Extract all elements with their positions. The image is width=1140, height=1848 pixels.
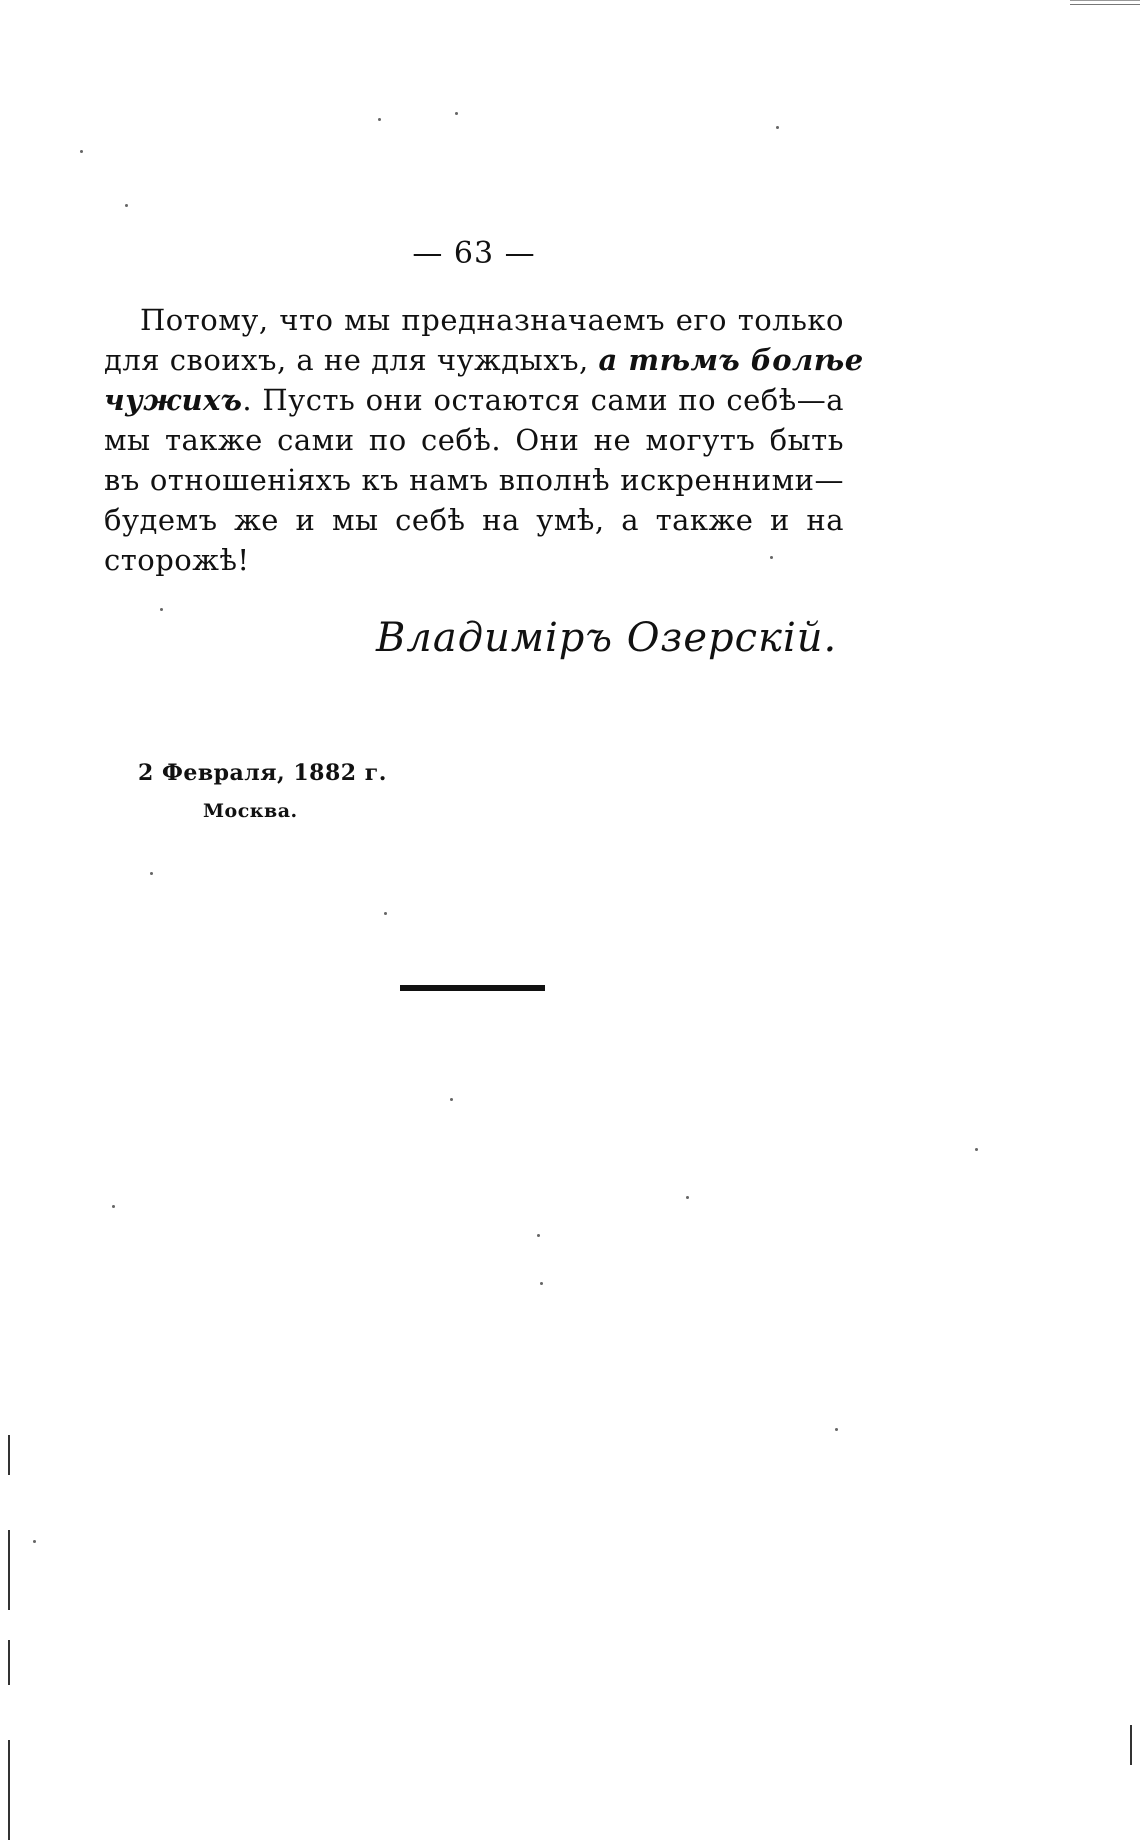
scan-speck [384,912,387,915]
scan-speck [150,872,153,875]
scan-edge-mark [8,1740,10,1840]
text-line [104,460,844,500]
scan-speck [455,112,458,115]
end-rule [400,985,545,991]
text-run: мы также сами по себѣ. Они не могутъ быть [104,423,844,457]
text-run: сторожѣ! [104,543,250,577]
text-line [104,300,844,340]
date-line: 2 Февраля, 1882 г. [138,760,387,786]
scan-speck [80,150,83,153]
scan-speck [540,1282,543,1285]
scan-edge-rule [1070,4,1140,5]
text-line [104,500,844,540]
text-run: въ отношеніяхъ къ намъ вполнѣ искренними— [104,463,844,497]
scan-speck [33,1540,36,1543]
scan-speck [378,118,381,121]
italic-text-run: чужихъ [104,383,243,417]
text-run: . Пусть они остаются сами по себѣ—а [242,383,844,417]
scan-speck [160,608,163,611]
text-run: будемъ же и мы себѣ на умѣ, а также и на [104,503,844,537]
page-number: — 63 — [412,236,536,271]
text-run: для своихъ, а не для чуждыхъ, [104,343,599,377]
scan-edge-mark [8,1435,10,1475]
text-line [104,340,864,380]
scan-edge-mark [1130,1725,1132,1765]
scan-edge-mark [8,1530,10,1610]
scan-speck [770,556,773,559]
scan-speck [835,1428,838,1431]
place-line: Москва. [203,800,298,822]
body-paragraph [104,300,864,580]
scan-speck [776,126,779,129]
italic-text-run: а тѣмъ болѣе [598,343,864,377]
scan-speck [125,204,128,207]
text-line [104,380,844,420]
scan-speck [686,1196,689,1199]
text-line [104,420,844,460]
text-run: Потому, что мы предназначаемъ его только [140,303,844,337]
scan-edge-rule [1070,0,1140,1]
scan-edge-mark [8,1640,10,1685]
scan-speck [450,1098,453,1101]
scan-speck [537,1234,540,1237]
text-line [104,540,844,580]
scan-speck [975,1148,978,1151]
scan-speck [112,1205,115,1208]
author-signature: Владиміръ Озерскій. [376,615,838,661]
